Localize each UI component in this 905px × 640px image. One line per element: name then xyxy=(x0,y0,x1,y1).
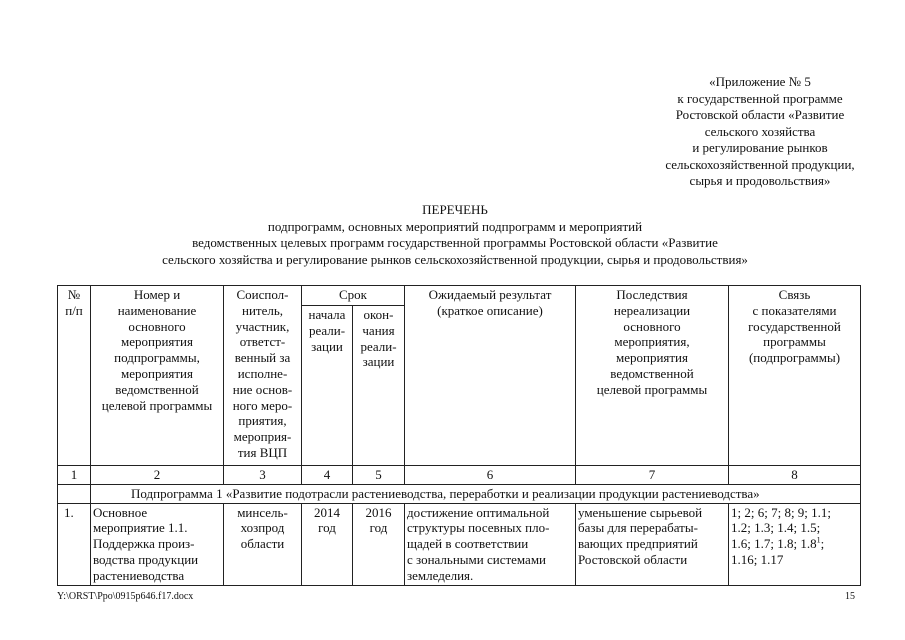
appendix-line: «Приложение № 5 xyxy=(709,74,811,89)
col-number: 1 xyxy=(58,466,91,485)
appendix-line: и регулирование рынков xyxy=(692,140,828,155)
appendix-line: сельскохозяйственной продукции, xyxy=(665,156,855,172)
title-heading: ПЕРЕЧЕНЬ xyxy=(422,202,488,217)
col-number: 5 xyxy=(353,466,405,485)
col-number: 2 xyxy=(91,466,224,485)
col-number: 4 xyxy=(302,466,353,485)
header-term: Срок xyxy=(302,286,405,306)
appendix-line: к государственной программе xyxy=(677,90,843,106)
col-number: 8 xyxy=(729,466,861,485)
table-row xyxy=(58,503,861,585)
appendix-note xyxy=(590,74,905,190)
row-link: 1; 2; 6; 7; 8; 9; 1.1; 1.2; 1.3; 1.4; 1.5; 1.6; 1.7; 1.8; $1.8^1$; 1.16; 1.17 xyxy=(729,503,861,585)
header-link: Связь с показателями государственной программы (подпрограммы) xyxy=(729,286,861,466)
header-executor: Соиспол- нитель, участник, ответст- венный за исполне- ние основ- ного меро- приятия, мероприя- тия ВЦП xyxy=(224,286,302,466)
header-start: начала реали- зации xyxy=(302,306,353,466)
header-result: Ожидаемый результат (краткое описание) xyxy=(405,286,576,466)
appendix-line: Ростовской области «Развитие xyxy=(675,107,845,122)
subprogram-title: Подпрограмма 1 «Развитие подотрасли растениеводства, переработки и реализации продукции растениеводства» xyxy=(91,484,861,503)
title-line: ведомственных целевых программ государственной программы Ростовской области «Развитие xyxy=(192,235,718,250)
document-title xyxy=(60,202,850,268)
row-name: Основное мероприятие 1.1. Поддержка произ- водства продукции растениеводства xyxy=(91,503,224,585)
program-table xyxy=(57,285,861,586)
subprogram-row xyxy=(58,484,861,503)
row-num: 1. xyxy=(58,503,91,585)
col-number: 3 xyxy=(224,466,302,485)
col-number: 6 xyxy=(405,466,576,485)
row-start: 2014 год xyxy=(302,503,353,585)
row-executor: минсель- хозпрод области xyxy=(224,503,302,585)
appendix-line: сельского хозяйства xyxy=(704,123,816,139)
header-num: № п/п xyxy=(58,286,91,466)
column-number-row xyxy=(58,466,861,485)
header-consequences: Последствия нереализации основного мероприятия, мероприятия ведомственной целевой программы xyxy=(576,286,729,466)
col-number: 7 xyxy=(576,466,729,485)
title-line: подпрограмм, основных мероприятий подпрограмм и мероприятий xyxy=(267,218,643,234)
header-row xyxy=(58,286,861,306)
row-end: 2016 год xyxy=(353,503,405,585)
file-path: Y:\ORST\Ppo\0915p646.f17.docx xyxy=(57,591,194,602)
page-number: 15 xyxy=(845,591,855,602)
appendix-line: сырья и продовольствия» xyxy=(689,173,831,188)
title-line: сельского хозяйства и регулирование рынков сельскохозяйственной продукции, сырья и продовольствия» xyxy=(162,251,748,267)
header-end: окон- чания реали- зации xyxy=(353,306,405,466)
row-consequences: уменьшение сырьевой базы для перерабаты- вающих предприятий Ростовской области xyxy=(576,503,729,585)
row-result: достижение оптимальной структуры посевных пло- щадей в соответствии с зональными системами земледелия. xyxy=(405,503,576,585)
header-name: Номер и наименование основного мероприятия подпрограммы, мероприятия ведомственной целевой программы xyxy=(91,286,224,466)
